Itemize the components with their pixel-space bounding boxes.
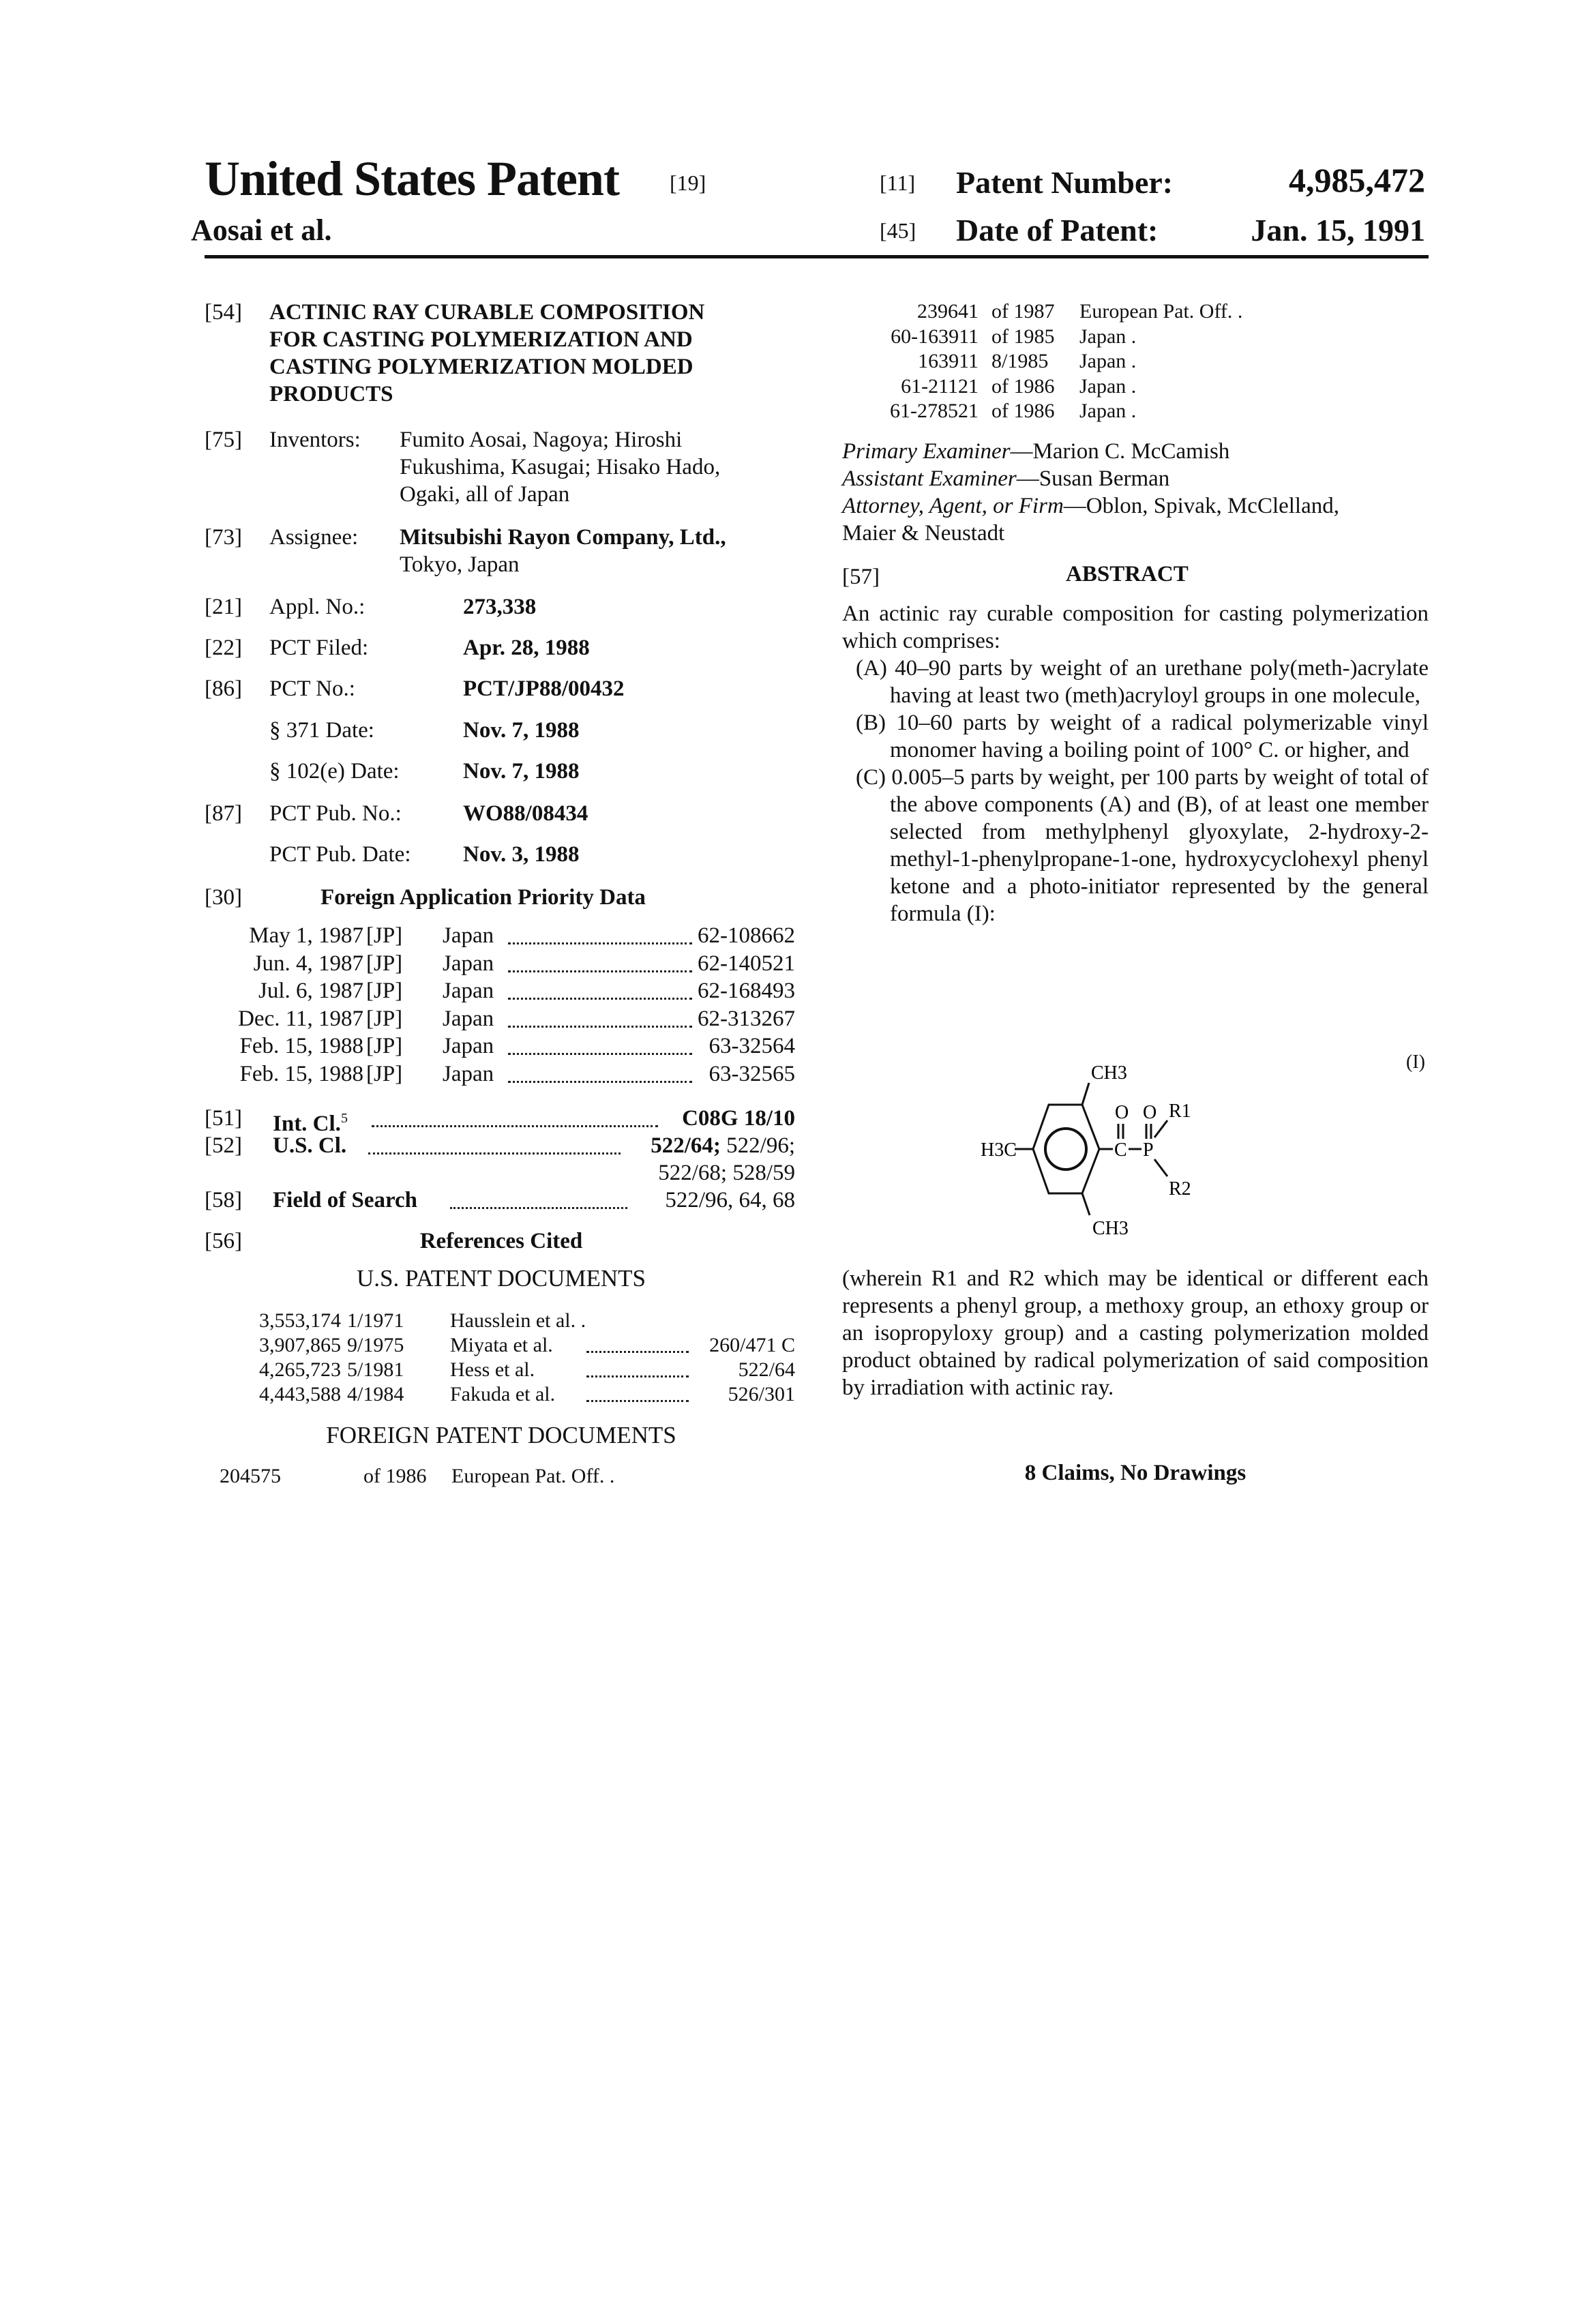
field-value: 273,338 — [463, 593, 536, 621]
us-patent-date: 9/1975 — [347, 1332, 404, 1359]
assistant-examiner-line — [842, 465, 1169, 492]
field-label: § 102(e) Date: — [269, 758, 400, 785]
abstract-item-a: (A) 40–90 parts by weight of an urethane poly(meth-)acrylate having at least two (meth)acryloyl groups in one molecule, — [842, 655, 1429, 709]
patent-page — [0, 0, 1582, 2324]
priority-country-code: [JP] — [366, 1005, 402, 1032]
inventors-line: Ogaki, all of Japan — [400, 481, 569, 508]
abstract-item-b: (B) 10–60 parts by weight of a radical polymerizable vinyl monomer having a boiling point of 100° C. or higher, and — [842, 709, 1429, 764]
priority-country-code: [JP] — [366, 977, 402, 1004]
assignee-label: Assignee: — [269, 524, 358, 551]
abstract-item-c: (C) 0.005–5 parts by weight, per 100 parts by weight of total of the above components (A) and (B), of at least one member selected from methylphenyl glyoxylate, 2-hydroxy-2-methyl-1-phenylpropane-1-one, hydroxycyclohexyl phenyl ketone and a photo-initiator represented by the general formula (I): — [842, 764, 1429, 927]
priority-date: Dec. 11, 1987 — [205, 1005, 363, 1032]
assistant-examiner: —Susan Berman — [1017, 466, 1170, 491]
us-patent-number: 3,907,865 — [259, 1332, 341, 1359]
foreign-patent-date: of 1986 — [991, 373, 1055, 400]
header-rule — [205, 255, 1429, 258]
priority-country-code: [JP] — [366, 1060, 402, 1088]
field-value: Nov. 3, 1988 — [463, 841, 580, 868]
field-label: PCT Pub. Date: — [269, 841, 411, 868]
leader-dots — [508, 942, 692, 944]
abstract-conclusion: (wherein R1 and R2 which may be identical or different each represents a phenyl group, a methoxy group, an ethoxy group or an isopropyloxy group) and a casting polymerization molded product obtained by radical polymerization of said composition by irradiation with actinic ray. — [842, 1265, 1429, 1401]
leader-dots — [368, 1152, 621, 1154]
foreign-patent-number: 239641 — [750, 298, 979, 325]
formula-p: P — [1143, 1139, 1154, 1161]
foreign-patent-number: 60-163911 — [750, 323, 979, 351]
leader-dots — [508, 970, 692, 972]
priority-country-code: [JP] — [366, 1032, 402, 1060]
foreign-patent-date: of 1985 — [991, 323, 1055, 351]
priority-code: [30] — [205, 884, 242, 911]
formula-r1: R1 — [1169, 1101, 1191, 1122]
field-code: [21] — [205, 593, 242, 621]
intcl-label-text: Int. Cl. — [273, 1112, 341, 1136]
date-code: [45] — [880, 217, 916, 244]
attorney-label: Attorney, Agent, or Firm — [842, 494, 1064, 518]
number-code: [11] — [880, 169, 915, 196]
uscl-secondary: 522/96; — [721, 1133, 795, 1158]
formula-r2: R2 — [1169, 1178, 1191, 1200]
formula-o2: O — [1143, 1102, 1156, 1123]
leader-dots — [508, 1026, 692, 1028]
title-code: [19] — [670, 169, 706, 196]
abstract-heading: ABSTRACT — [1066, 561, 1189, 588]
priority-number: 62-140521 — [696, 950, 795, 977]
uscl-value — [593, 1132, 795, 1159]
formula-h3c: H3C — [981, 1139, 1017, 1161]
field-code: [87] — [205, 800, 242, 827]
priority-date: Feb. 15, 1988 — [205, 1032, 363, 1060]
formula-label: (I) — [1406, 1049, 1425, 1076]
us-patent-number: 4,443,588 — [259, 1381, 341, 1408]
foreign-patent-office: Japan . — [1079, 398, 1136, 425]
us-patent-date: 4/1984 — [347, 1381, 404, 1408]
foreign-patent-date: of 1987 — [991, 298, 1055, 325]
foreign-patent-office: European Pat. Off. . — [451, 1463, 614, 1490]
field-label: § 371 Date: — [269, 717, 374, 744]
field-code: [22] — [205, 634, 242, 661]
priority-country: Japan — [443, 1032, 494, 1060]
inventors-line: Fukushima, Kasugai; Hisako Hado, — [400, 453, 720, 481]
priority-country: Japan — [443, 922, 494, 949]
formula-c: C — [1114, 1139, 1127, 1161]
refs-code: [56] — [205, 1227, 242, 1255]
uscl-value-2: 522/68; 528/59 — [593, 1159, 795, 1187]
date-of-patent: Jan. 15, 1991 — [1200, 211, 1425, 250]
priority-date: Jun. 4, 1987 — [205, 950, 363, 977]
priority-number: 62-313267 — [696, 1005, 795, 1032]
priority-number: 63-32564 — [696, 1032, 795, 1060]
document-title: United States Patent — [205, 151, 619, 206]
uscl-primary: 522/64; — [651, 1133, 721, 1158]
invention-title-line: ACTINIC RAY CURABLE COMPOSITION — [269, 299, 704, 326]
field-label: PCT Pub. No.: — [269, 800, 402, 827]
field-label: PCT No.: — [269, 675, 355, 702]
foreign-patent-date: of 1986 — [991, 398, 1055, 425]
us-patent-class: 522/64 — [655, 1356, 795, 1384]
chemical-structure-formula — [968, 1037, 1446, 1296]
priority-number: 62-108662 — [696, 922, 795, 949]
foreign-patents-heading: FOREIGN PATENT DOCUMENTS — [269, 1422, 733, 1449]
priority-country: Japan — [443, 977, 494, 1004]
field-value: Nov. 7, 1988 — [463, 758, 580, 785]
intcl-code: [51] — [205, 1105, 242, 1132]
field-label: Appl. No.: — [269, 593, 365, 621]
priority-country: Japan — [443, 950, 494, 977]
intcl-edition: 5 — [341, 1111, 348, 1126]
refs-heading: References Cited — [269, 1227, 733, 1255]
us-patent-inventor: Fakuda et al. — [450, 1381, 555, 1408]
attorney-line-2: Maier & Neustadt — [842, 520, 1004, 547]
priority-number: 62-168493 — [696, 977, 795, 1004]
foreign-patent-office: Japan . — [1079, 373, 1136, 400]
attorney-line — [842, 492, 1339, 520]
field-code: [86] — [205, 675, 242, 702]
primary-examiner-label: Primary Examiner — [842, 439, 1011, 464]
field-value: WO88/08434 — [463, 800, 588, 827]
assignee-location: Tokyo, Japan — [400, 551, 520, 578]
primary-examiner-line — [842, 438, 1229, 465]
us-patent-inventor: Hausslein et al. . — [450, 1307, 586, 1335]
leader-dots — [508, 998, 692, 1000]
title-code: [54] — [205, 299, 242, 326]
priority-date: May 1, 1987 — [205, 922, 363, 949]
priority-number: 63-32565 — [696, 1060, 795, 1088]
foreign-patent-number: 61-278521 — [750, 398, 979, 425]
priority-heading: Foreign Application Priority Data — [320, 884, 646, 911]
intcl-value: C08G 18/10 — [614, 1105, 795, 1132]
priority-date: Jul. 6, 1987 — [205, 977, 363, 1004]
assistant-examiner-label: Assistant Examiner — [842, 466, 1017, 491]
foreign-patent-date: 8/1985 — [991, 348, 1048, 375]
abstract-code: [57] — [842, 563, 880, 591]
leader-dots — [508, 1081, 692, 1083]
abstract-intro: An actinic ray curable composition for casting polymerization which comprises: — [842, 600, 1429, 655]
leader-dots — [450, 1207, 627, 1209]
search-code: [58] — [205, 1187, 242, 1214]
field-value: Nov. 7, 1988 — [463, 717, 580, 744]
foreign-patent-office: Japan . — [1079, 323, 1136, 351]
inventors-line: Fumito Aosai, Nagoya; Hiroshi — [400, 426, 682, 453]
us-patent-inventor: Hess et al. — [450, 1356, 535, 1384]
formula-o1: O — [1115, 1102, 1129, 1123]
foreign-patent-office: European Pat. Off. . — [1079, 298, 1242, 325]
foreign-patent-office: Japan . — [1079, 348, 1136, 375]
us-patent-inventor: Miyata et al. — [450, 1332, 553, 1359]
priority-country: Japan — [443, 1060, 494, 1088]
search-label: Field of Search — [273, 1187, 417, 1214]
foreign-patent-date: of 1986 — [363, 1463, 427, 1490]
priority-country-code: [JP] — [366, 922, 402, 949]
primary-examiner: —Marion C. McCamish — [1011, 439, 1230, 464]
invention-title-line: PRODUCTS — [269, 381, 393, 408]
field-value: Apr. 28, 1988 — [463, 634, 590, 661]
formula-ch3-bottom: CH3 — [1092, 1218, 1129, 1239]
claims-summary: 8 Claims, No Drawings — [842, 1459, 1429, 1487]
attorney: —Oblon, Spivak, McClelland, — [1064, 494, 1339, 518]
uscl-label: U.S. Cl. — [273, 1132, 346, 1159]
priority-country: Japan — [443, 1005, 494, 1032]
inventors-code: [75] — [205, 426, 242, 453]
search-value: 522/96, 64, 68 — [614, 1187, 795, 1214]
assignee-name: Mitsubishi Rayon Company, Ltd., — [400, 524, 726, 551]
leader-dots — [508, 1053, 692, 1055]
us-patent-date: 5/1981 — [347, 1356, 404, 1384]
foreign-patent-number: 61-21121 — [750, 373, 979, 400]
us-patent-number: 4,265,723 — [259, 1356, 341, 1384]
formula-ch3-top: CH3 — [1091, 1062, 1127, 1084]
date-of-patent-label: Date of Patent: — [956, 211, 1158, 250]
priority-country-code: [JP] — [366, 950, 402, 977]
uscl-code: [52] — [205, 1132, 242, 1159]
invention-title-line: FOR CASTING POLYMERIZATION AND — [269, 326, 693, 353]
field-value: PCT/JP88/00432 — [463, 675, 625, 702]
patent-number: 4,985,472 — [1227, 161, 1425, 199]
foreign-patent-number: 204575 — [205, 1463, 281, 1490]
field-label: PCT Filed: — [269, 634, 368, 661]
assignee-code: [73] — [205, 524, 242, 551]
authors: Aosai et al. — [191, 211, 332, 250]
abstract-body — [842, 600, 1429, 927]
us-patent-date: 1/1971 — [347, 1307, 404, 1335]
priority-date: Feb. 15, 1988 — [205, 1060, 363, 1088]
inventors-label: Inventors: — [269, 426, 361, 453]
us-patent-class: 260/471 C — [655, 1332, 795, 1359]
us-patent-number: 3,553,174 — [259, 1307, 341, 1335]
us-patent-class: 526/301 — [655, 1381, 795, 1408]
patent-number-label: Patent Number: — [956, 164, 1173, 202]
invention-title-line: CASTING POLYMERIZATION MOLDED — [269, 353, 693, 381]
foreign-patent-number: 163911 — [750, 348, 979, 375]
us-patents-heading: U.S. PATENT DOCUMENTS — [269, 1265, 733, 1292]
